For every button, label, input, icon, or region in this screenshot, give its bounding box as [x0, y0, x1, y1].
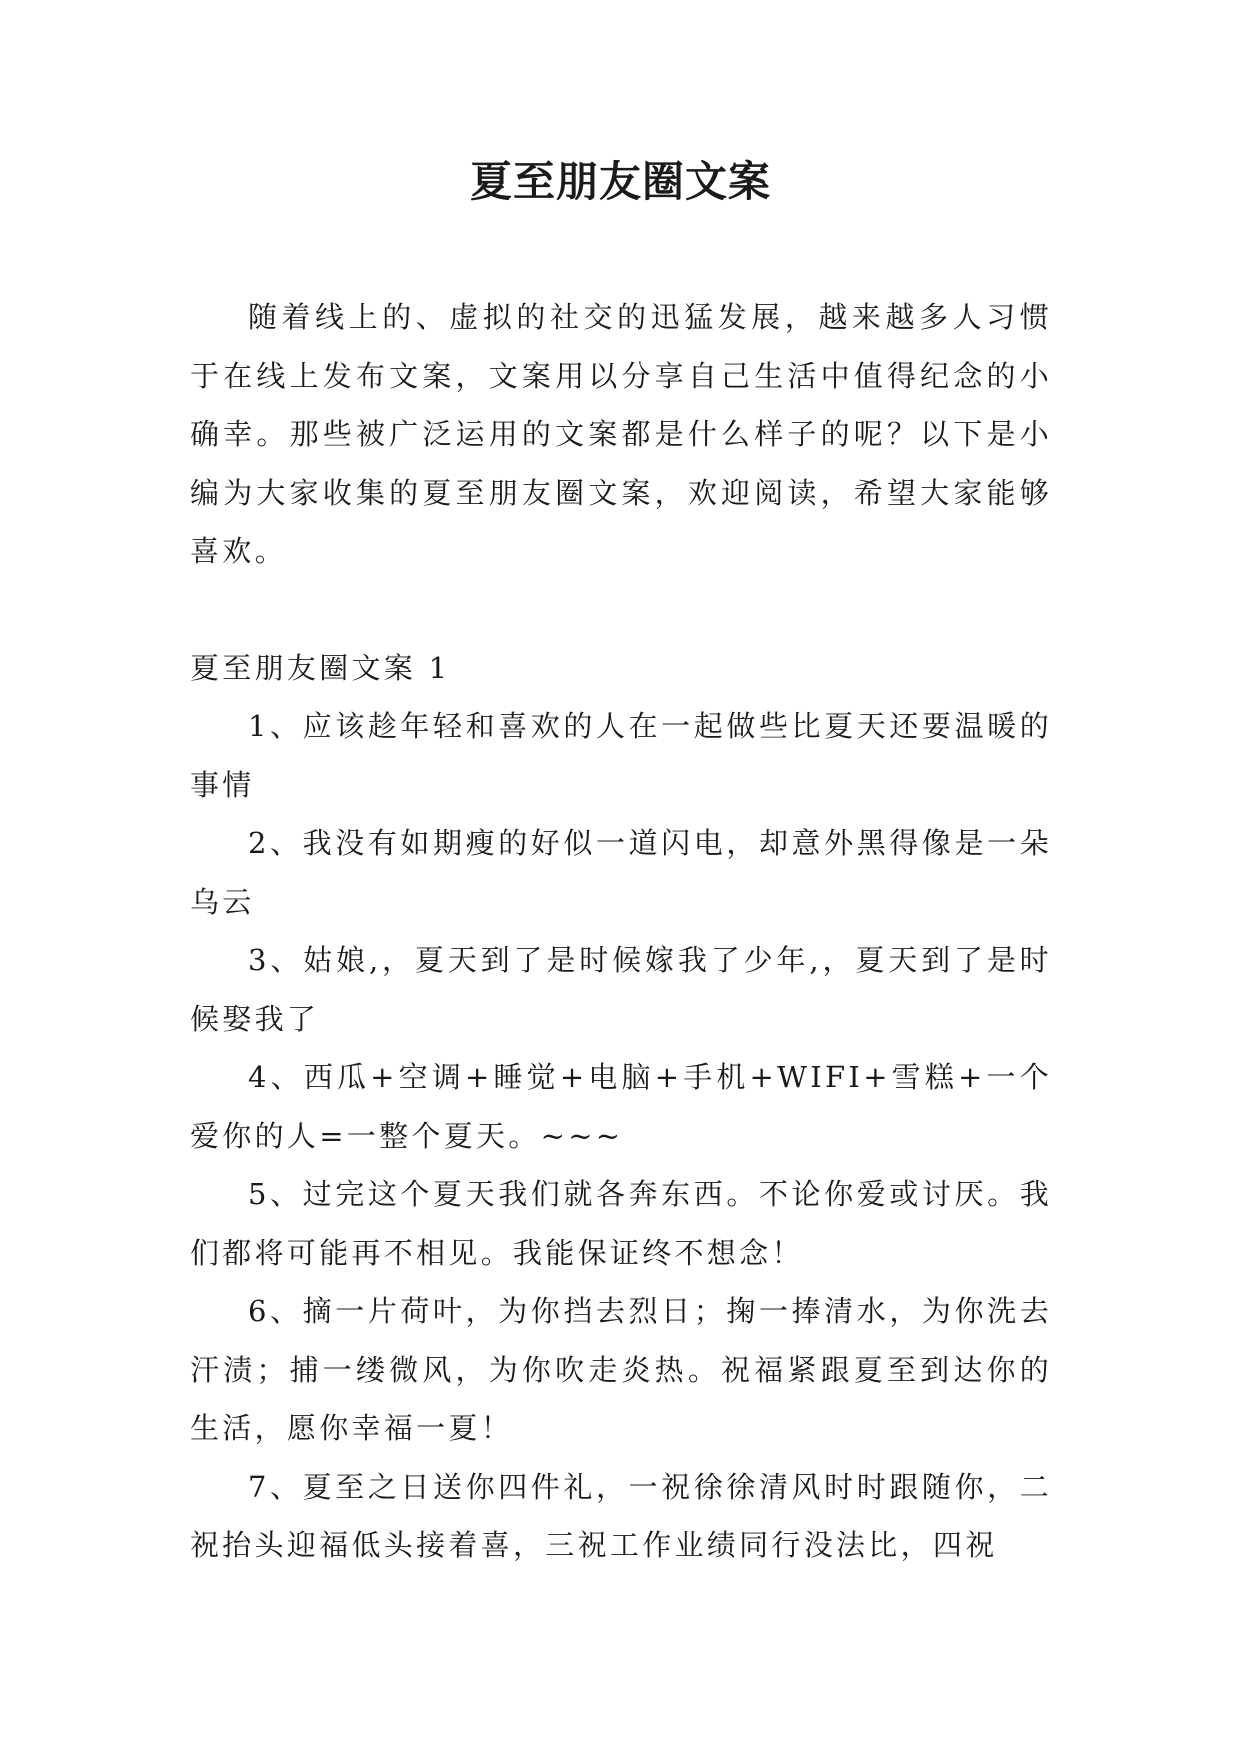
intro-paragraph: 随着线上的、虚拟的社交的迅猛发展，越来越多人习惯于在线上发布文案，文案用以分享自己生活中值得纪念的小确幸。那些被广泛运用的文案都是什么样子的呢？以下是小编为大家收集的夏至朋友圈文案，欢迎阅读，希望大家能够喜欢。 [190, 300, 1052, 568]
document-title: 夏至朋友圈文案 [469, 157, 771, 206]
document-body [190, 288, 1052, 1575]
list-item: 2、我没有如期瘦的好似一道闪电，却意外黑得像是一朵乌云 [190, 826, 1052, 919]
list-item: 3、姑娘,，夏天到了是时候嫁我了少年,，夏天到了是时候娶我了 [190, 943, 1052, 1036]
list-item: 1、应该趁年轻和喜欢的人在一起做些比夏天还要温暖的事情 [190, 709, 1052, 802]
list-item: 7、夏至之日送你四件礼，一祝徐徐清风时时跟随你，二祝抬头迎福低头接着喜，三祝工作业绩同行没法比，四祝 [190, 1469, 1052, 1562]
list-item: 6、摘一片荷叶，为你挡去烈日；掬一捧清水，为你洗去汗渍；捕一缕微风，为你吹走炎热。祝福紧跟夏至到达你的生活，愿你幸福一夏！ [190, 1294, 1052, 1445]
list-item: 4、西瓜+空调+睡觉+电脑+手机+WIFI+雪糕+一个爱你的人=一整个夏天。~~~ [190, 1060, 1052, 1153]
list-item: 5、过完这个夏天我们就各奔东西。不论你爱或讨厌。我们都将可能再不相见。我能保证终不想念！ [190, 1177, 1052, 1270]
section-heading: 夏至朋友圈文案 1 [190, 650, 451, 685]
